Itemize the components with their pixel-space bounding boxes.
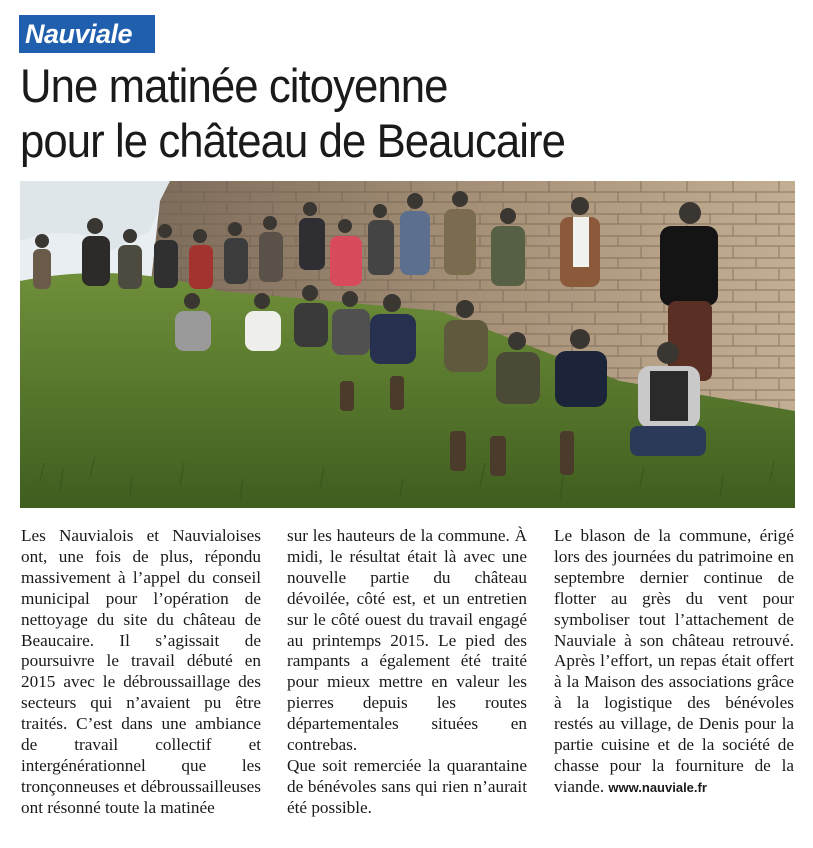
article-column-3 [554,526,794,799]
headline [20,58,745,168]
headline-line-1: Une matinée citoyenne [20,59,448,112]
website-link[interactable]: www.nauviale.fr [608,779,707,795]
article-paragraph [554,526,794,799]
article-column-2 [287,526,527,819]
article-column-1 [21,526,261,819]
section-tag: Nauviale [19,15,155,53]
group-photo [20,181,795,508]
headline-line-2: pour le château de Beaucaire [20,114,566,167]
group-photo-illustration [20,181,795,508]
article-paragraph: sur les hauteurs de la commune. À midi, le résultat était là avec une nouvelle partie du château dévoilée, côté est, et un entretien sur le côté ouest du travail engagé au printemps 2015. Le pied des rampants a également été traité pour mieux mettre en valeur les pierres depuis les routes départementales situées en contrebas. [287,526,527,755]
article-paragraph: Que soit remerciée la quarantaine de bénévoles sans qui rien n’aurait été possible. [287,755,527,817]
article-text: Le blason de la commune, érigé lors des journées du patrimoine en septembre dernier continue de flotter au grès du vent pour symboliser tout l’attachement de Nauviale à son château retrouvé. Après l’effort, un repas était offert à la Maison des associations grâce à la logistique des bénévoles restés au village, de Denis pour la partie cuisine et de la société de chasse pour la fourniture de la viande. [554,526,794,796]
article-paragraph: Les Nauvialois et Nauvialoises ont, une fois de plus, répondu massivement à l’appel du conseil municipal pour l’opération de nettoyage du site du château de Beaucaire. Il s’agissait de poursuivre le travail débuté en 2015 avec le débroussaillage des secteurs qui n’avaient pu être traités. C’est dans une ambiance de travail collectif et intergénérationnel que les tronçonneuses et débroussailleuses ont résonné toute la matinée [21,526,261,817]
